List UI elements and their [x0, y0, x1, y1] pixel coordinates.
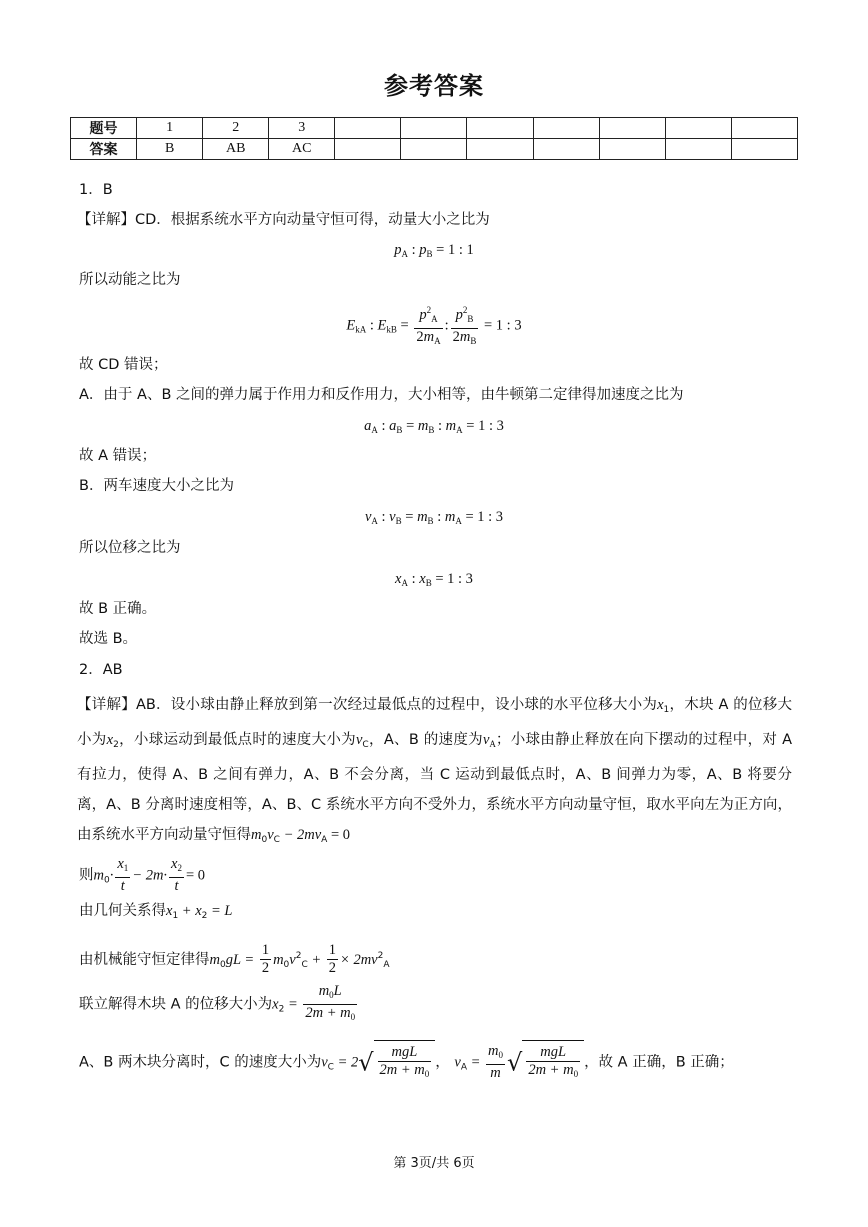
q2-then-line: 则$m_0\cdot$ $\frac{x_1}{t}$ − 2m· $\frac{x_2}{t}$ = 0 — [79, 856, 206, 894]
q1-heading: 1．B — [79, 182, 113, 198]
table-cell: B — [137, 139, 203, 160]
q1-detail: 【详解】CD．根据系统水平方向动量守恒可得，动量大小之比为 — [77, 212, 490, 228]
table-cell — [731, 118, 797, 139]
q1-a-reason: A．由于 A、B 之间的弹力属于作用力和反作用力，大小相等，由牛顿第二定律得加速度之比为 — [79, 387, 684, 403]
q1-b-right: 故 B 正确。 — [79, 601, 157, 617]
table-cell: AC — [269, 139, 335, 160]
q1-choose: 故选 B。 — [79, 631, 138, 647]
q1-cd-wrong: 故 CD 错误； — [79, 357, 168, 373]
q2-text: ，小球运动到最低点时的速度大小为 — [118, 732, 356, 748]
formula-accel-ratio: $a_A$ : $a_B = m_B$ : $m_A = 1$ : 3 — [364, 418, 504, 435]
table-cell — [599, 118, 665, 139]
table-cell — [401, 118, 467, 139]
q1-disp-intro: 所以位移之比为 — [79, 540, 181, 556]
table-cell: 1 — [137, 118, 203, 139]
table-cell: 2 — [203, 118, 269, 139]
q2-text: ；小球由静止释放在向下摆动的过程中，对 A 有拉力，使得 A、B 之间有弹力，A、B 不会分离，当 C 运动到最低点时，A、B 间弹力为零，A、B 将要分离，A、B 分离时速度相等，A、B、C 系统水平方向不受外力，系统水平方向动量守恒，取水平向左为正方向，由系统水平方向动量守恒得 — [77, 732, 793, 843]
q2-geo: 由几何关系得 — [79, 903, 166, 919]
q2-then: 则 — [79, 867, 94, 884]
q1-a-wrong: 故 A 错误； — [79, 448, 157, 464]
q2-text: 【详解】AB．设小球由静止释放到第一次经过最低点的过程中，设小球的水平位移大小为 — [77, 697, 658, 713]
table-cell: 3 — [269, 118, 335, 139]
table-cell — [665, 118, 731, 139]
formula-momentum-ratio: $p_A$ : $p_B = 1$ : 1 — [394, 242, 474, 259]
table-cell — [533, 139, 599, 160]
q2-heading: 2．AB — [79, 662, 123, 678]
table-cell: AB — [203, 139, 269, 160]
page-footer: 第 3页/共 6页 — [393, 1156, 475, 1171]
table-row-numbers — [71, 118, 798, 139]
table-cell — [467, 118, 533, 139]
table-cell — [335, 139, 401, 160]
table-header-cell: 答案 — [71, 139, 137, 160]
table-cell — [599, 139, 665, 160]
q2-solve: 联立解得木块 A 的位移大小为 — [79, 996, 273, 1013]
page-title: 参考答案 — [384, 72, 484, 100]
table-cell — [467, 139, 533, 160]
q2-text: ，木块 A 的位移大小为 — [77, 697, 792, 748]
q2-separation-line: A、B 两木块分离时，C 的速度大小为$v_C = 2√$ $\frac{\text{mgL}}{2m + m_0}$ ， $v_A$ = $\frac{m_0}{m}$ √ $\frac{\text{mgL}}{2m + m_0}$ ，故 A 正确，B 正确； — [79, 1040, 734, 1084]
q2-paragraph: 【详解】AB．设小球由静止释放到第一次经过最低点的过程中，设小球的水平位移大小为$x_1$，木块 A 的位移大小为$x_2$，小球运动到最低点时的速度大小为$v_C$，A、B 的速度为$v_A$；小球由静止释放在向下摆动的过程中，对 A 有拉力，使得 A、B 之间有弹力，A、B 不会分离，当 C 运动到最低点时，A、B 间弹力为零，A、B 将要分离，A、B 分离时速度相等，A、B、C 系统水平方向不受外力，系统水平方向动量守恒，取水平向左为正方向，由系统水平方向动量守恒得$m_0v_C - 2mv_A = 0$ — [77, 697, 793, 845]
q2-sep-start: A、B 两木块分离时，C 的速度大小为 — [79, 1054, 322, 1071]
q2-text: ，A、B 的速度为 — [368, 732, 483, 748]
formula-speed-ratio: $v_A$ : $v_B = m_B$ : $m_A = 1$ : 3 — [364, 509, 504, 526]
table-cell — [335, 118, 401, 139]
table-row-answers — [71, 139, 798, 160]
q2-energy: 由机械能守恒定律得 — [79, 951, 210, 968]
formula-disp-ratio: $x_A$ : $x_B = 1$ : 3 — [395, 571, 473, 588]
table-cell — [401, 139, 467, 160]
table-cell — [665, 139, 731, 160]
table-cell — [533, 118, 599, 139]
q2-energy-line: 由机械能守恒定律得$m_0gL$ = $\frac{1}{2}$ $m_0v^2_C$ + $\frac{1}{2}$ × $2mv^2_A$ — [79, 942, 390, 977]
answer-table — [70, 117, 798, 160]
q2-geo-line: 由几何关系得$x_1 + x_2 = L$ — [79, 903, 233, 921]
table-cell — [731, 139, 797, 160]
formula-kinetic-ratio: $E_{kA}$ : $E_{kB}$ = $\frac{p^2_A}{2m_A}$ : $\frac{p^2_B}{2m_B}$ = 1 : 3 — [0, 302, 868, 344]
table-header-cell: 题号 — [71, 118, 137, 139]
q2-sep-end: ，故 A 正确，B 正确； — [584, 1054, 734, 1071]
q2-solve-line: 联立解得木块 A 的位移大小为$x_2$ = $\frac{m_0L}{2m + m_0}$ — [79, 983, 356, 1022]
q1-kinetic-intro: 所以动能之比为 — [79, 272, 181, 288]
q1-b-speed: B．两车速度大小之比为 — [79, 478, 234, 494]
